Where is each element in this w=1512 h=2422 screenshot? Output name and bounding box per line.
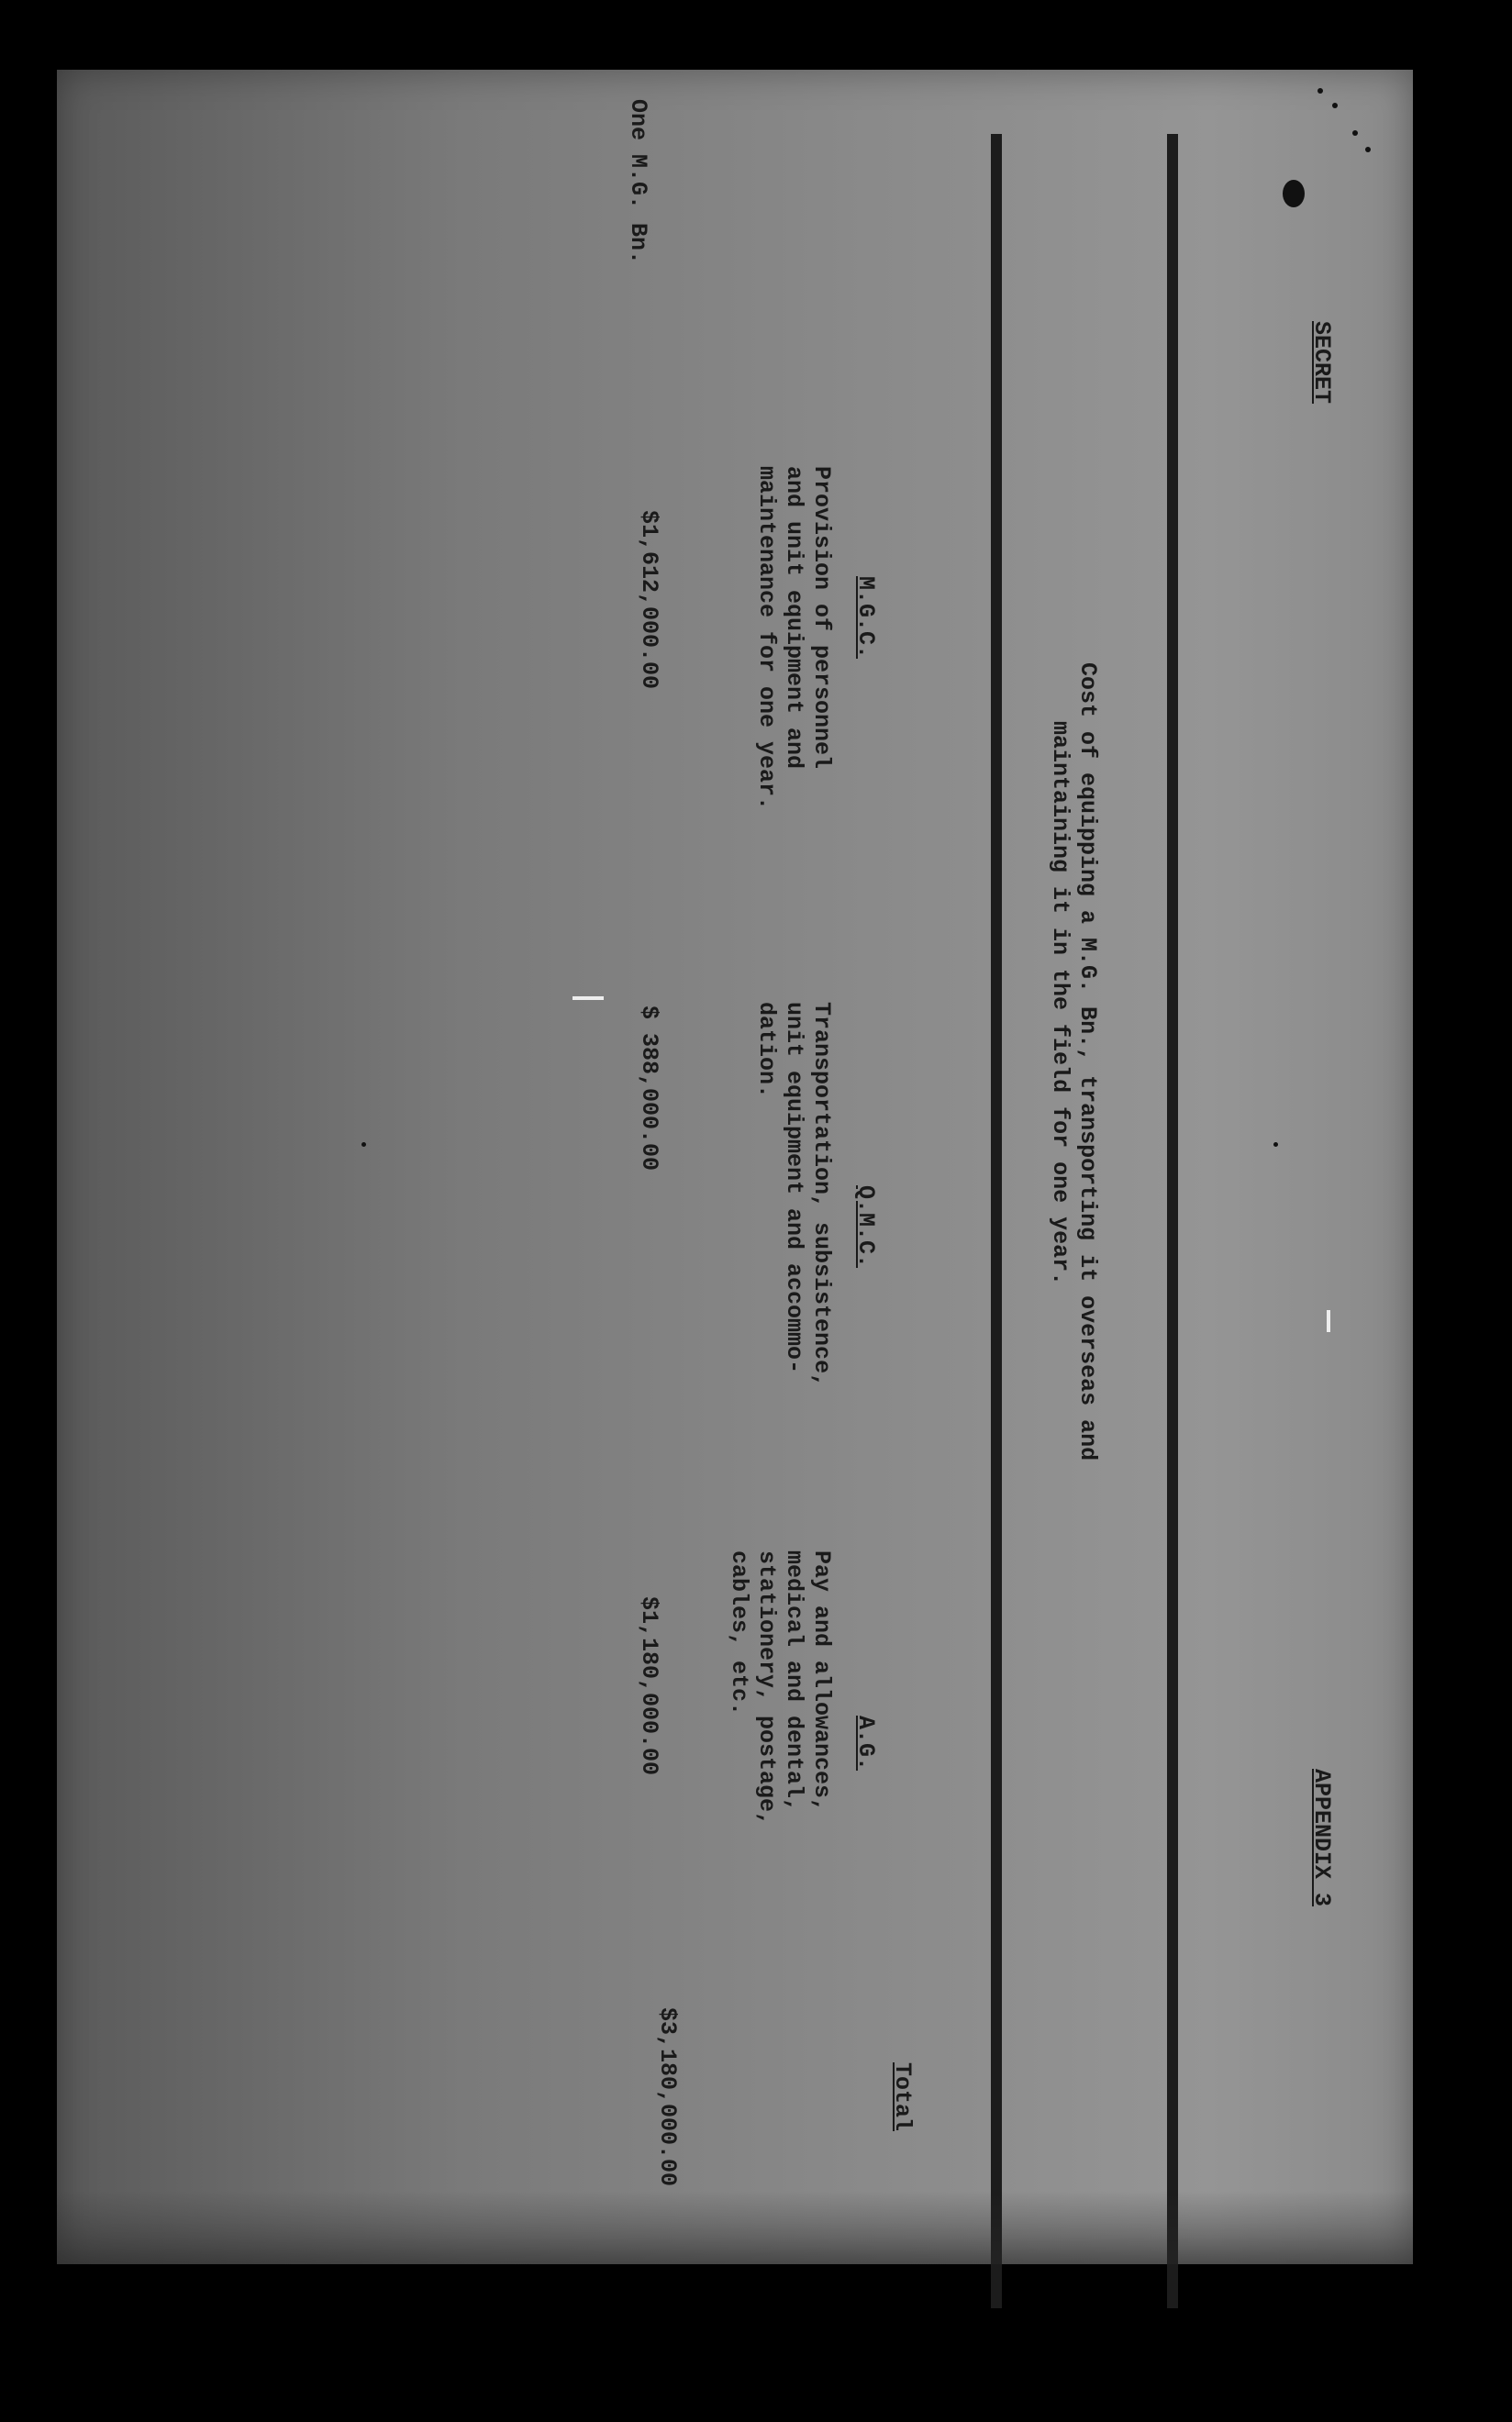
dot-mark — [1352, 130, 1358, 136]
dot-mark — [1273, 1142, 1278, 1147]
desc-ag-line-3: stationery, postage, — [753, 1550, 780, 1827]
column-heading-ag: A.G. — [852, 1716, 879, 1772]
desc-ag-line-1: Pay and allowances, — [808, 1550, 835, 1813]
column-heading-qmc: Q.M.C. — [852, 1185, 879, 1269]
desc-qmc-line-2: unit equipment and accommo- — [781, 1002, 807, 1374]
value-qmc: $ 388,000.00 — [636, 1005, 662, 1172]
value-mgc: $1,612,000.00 — [636, 510, 662, 690]
dot-mark — [1365, 147, 1371, 152]
desc-ag-line-2: medical and dental, — [781, 1550, 807, 1813]
column-heading-total: Total — [889, 2062, 916, 2132]
appendix-label: APPENDIX 3 — [1308, 1769, 1335, 1907]
desc-qmc-line-1: Transportation, subsistence, — [808, 1002, 835, 1388]
document-title-line-2: maintaining it in the field for one year. — [1047, 721, 1073, 1286]
dot-mark — [1317, 88, 1323, 94]
classification-label: SECRET — [1308, 321, 1335, 405]
desc-qmc-line-3: dation. — [753, 1002, 780, 1099]
dot-mark — [1332, 103, 1338, 108]
desc-ag-line-4: cables, etc. — [726, 1550, 752, 1717]
scan-fleck — [573, 996, 604, 1000]
value-total: $3,180,000.00 — [654, 2007, 681, 2187]
row-label: One M.G. Bn. — [625, 99, 651, 265]
dot-mark — [361, 1142, 366, 1147]
vertical-rule-right — [1167, 134, 1178, 2308]
desc-mgc-line-3: maintenance for one year. — [753, 466, 780, 811]
desc-mgc-line-1: Provision of personnel — [808, 466, 835, 770]
scan-fleck — [1327, 1310, 1330, 1332]
vertical-rule-left — [991, 134, 1002, 2308]
document-title-line-1: Cost of equipping a M.G. Bn., transporting it overseas and — [1074, 662, 1101, 1461]
punch-hole-mark — [1283, 180, 1305, 207]
paper-sheet — [57, 70, 1413, 2264]
value-ag: $1,180,000.00 — [636, 1596, 662, 1776]
column-heading-mgc: M.G.C. — [852, 576, 879, 660]
desc-mgc-line-2: and unit equipment and — [781, 466, 807, 770]
